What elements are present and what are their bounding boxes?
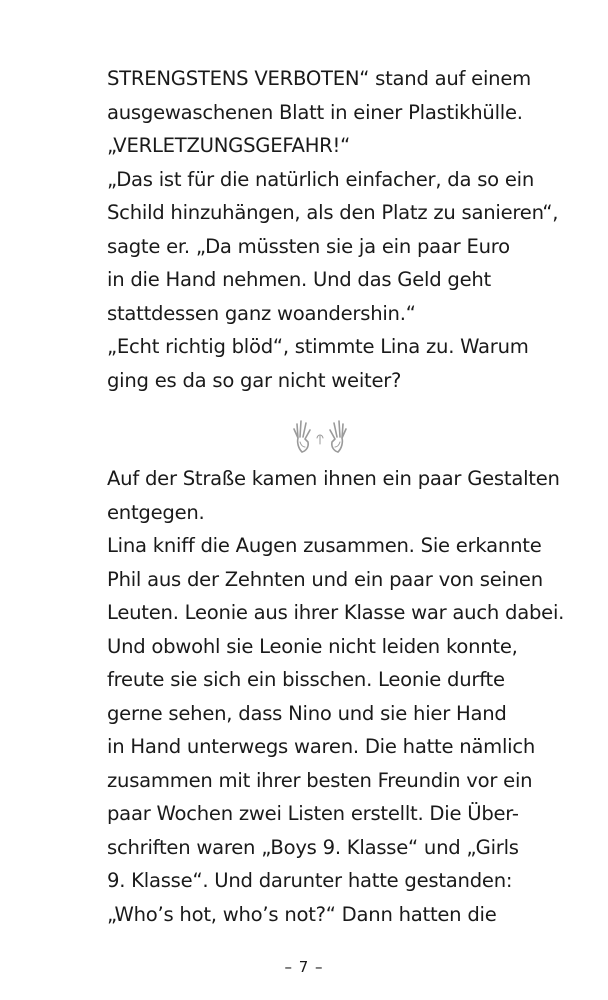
- text-line: stattdessen ganz woandershin.“: [107, 301, 416, 325]
- text-section-1: [107, 62, 577, 397]
- text-line: 9. Klasse“. Und darunter hatte gestanden:: [107, 869, 513, 892]
- text-line: Phil aus der Zehnten und ein paar von seinen: [107, 567, 543, 591]
- text-line: ging es da so gar nicht weiter?: [107, 368, 402, 392]
- text-line: freute sie sich ein bisschen. Leonie durfte: [107, 668, 505, 691]
- text-line: Lina kniff die Augen zusammen. Sie erkannte: [107, 534, 542, 557]
- text-line: schriften waren „Boys 9. Klasse“ und „Girls: [107, 835, 519, 859]
- text-line: in die Hand nehmen. Und das Geld geht: [107, 268, 491, 291]
- text-line: Und obwohl sie Leonie nicht leiden konnte,: [107, 634, 518, 658]
- text-line: zusammen mit ihrer besten Freundin vor ein: [107, 768, 533, 792]
- text-line: sagte er. „Da müssten sie ja ein paar Euro: [107, 234, 510, 258]
- text-line: „Who’s hot, who’s not?“ Dann hatten die: [107, 902, 497, 926]
- text-line: Auf der Straße kamen ihnen ein paar Gestalten: [107, 467, 560, 490]
- text-line: entgegen.: [107, 500, 205, 524]
- handprints-icon: [288, 414, 352, 456]
- text-line: gerne sehen, dass Nino und sie hier Hand: [107, 701, 507, 725]
- text-line: „Echt richtig blöd“, stimmte Lina zu. Warum: [107, 335, 529, 358]
- text-line: in Hand unterwegs waren. Die hatte nämlich: [107, 735, 536, 758]
- text-line: paar Wochen zwei Listen erstellt. Die Über-: [107, 802, 519, 825]
- handprints-svg: [288, 414, 352, 456]
- text-line: Leuten. Leonie aus ihrer Klasse war auch dabei.: [107, 601, 565, 624]
- page-number: – 7 –: [284, 958, 324, 976]
- text-line: STRENGSTENS VERBOTEN“ stand auf einem: [107, 67, 531, 90]
- text-section-2: [107, 462, 577, 931]
- text-line: ausgewaschenen Blatt in einer Plastikhülle.: [107, 100, 523, 124]
- text-line: „VERLETZUNGSGEFAHR!“: [107, 134, 351, 157]
- text-line: „Das ist für die natürlich einfacher, da so ein: [107, 167, 535, 191]
- text-line: Schild hinzuhängen, als den Platz zu sanieren“,: [107, 201, 559, 224]
